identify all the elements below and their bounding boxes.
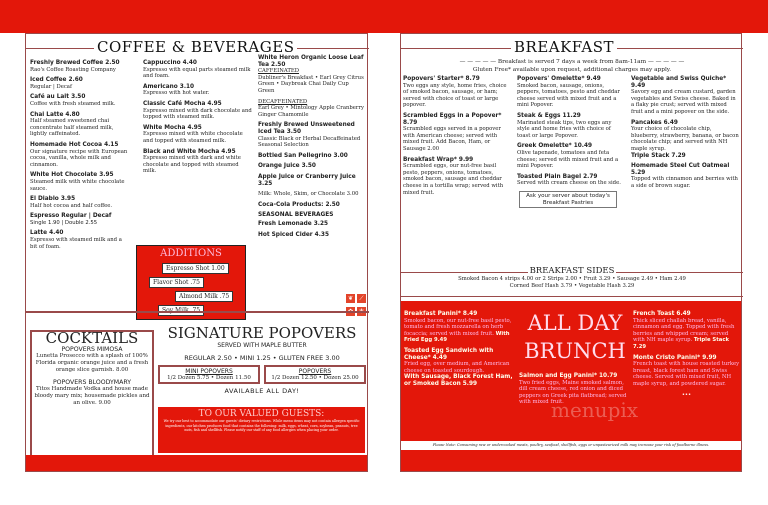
item-desc: Thick sliced challah bread, vanilla, cinnamon and egg. Topped with fresh berries and whipped cream; served with NH maple syrup. xyxy=(633,317,735,344)
popovers-title: SIGNATURE POPOVERS xyxy=(167,324,357,342)
item-desc: Regular | Decaf xyxy=(30,83,72,90)
item-desc: Marinated steak tips, two eggs any style and home fries with choice of toast or large Popover. xyxy=(517,119,612,139)
item-desc: Rao's Coffee Roasting Company xyxy=(30,66,116,73)
item-desc: Espresso mixed with dark chocolate and topped with steamed milk. xyxy=(143,107,252,121)
menu-item xyxy=(403,157,510,197)
item-desc: Single 1.90 | Double 2.55 xyxy=(30,219,98,226)
lemon-icon: ⟋ xyxy=(357,294,366,303)
mini-popovers-box xyxy=(158,365,260,384)
cocktail-desc: Lunetta Prosecco with a splash of 100% Florida organic orange juice and a fresh orange slice garnish. 8.00 xyxy=(35,353,149,373)
cocktails-box xyxy=(30,330,154,457)
item-desc: Smoked bacon, sausage, onions, peppers, tomatoes, pesto and cheddar cheese served with mixed fruit and a mini Popover. xyxy=(517,82,620,109)
pastries-box: Ask your server about today's Breakfast Pastries xyxy=(519,191,617,208)
brunch-section xyxy=(401,301,741,441)
item-name: Breakfast Wrap* 9.99 xyxy=(403,156,474,163)
brunch-col-3 xyxy=(633,311,740,398)
breakfast-hours: — — — — — Breakfast is served 7 days a week from 8am-11am — — — — — xyxy=(459,59,685,65)
item-name: Black and White Mocha 4.95 xyxy=(143,148,236,155)
item-name: Greek Omelette* 10.49 xyxy=(517,143,593,150)
menu-item xyxy=(517,76,622,109)
caffeinated-label: CAFFEINATED xyxy=(258,68,300,75)
popovers-box-title: POPOVERS xyxy=(298,368,332,375)
menu-item xyxy=(517,143,622,169)
menu-item xyxy=(30,77,130,90)
menu-item xyxy=(517,113,622,139)
item-desc: Your choice of chocolate chip, blueberry, strawberry, banana, or bacon chocolate chip; and served with NH maple syrup. xyxy=(631,126,739,152)
coca-cola: Coca-Cola Products: 2.50 xyxy=(258,201,340,208)
brunch-title xyxy=(519,309,631,365)
popovers-prices: REGULAR 2.50 • MINI 1.25 • GLUTEN FREE 3.00 xyxy=(184,354,340,362)
menu-item xyxy=(30,112,130,138)
seasonal-icons xyxy=(346,294,366,303)
item-extra: With Sausage, Black Forest Ham, or Smoked Bacon 5.99 xyxy=(404,374,513,387)
menu-item xyxy=(30,142,130,168)
menu-item xyxy=(30,60,130,73)
menu-item xyxy=(633,355,740,388)
additions-box xyxy=(136,245,246,320)
item-name: Cappuccino 4.40 xyxy=(143,60,197,66)
item-desc: Smoked bacon, our nut-free basil pesto, tomato and fresh mozzarella on herb focaccia; served with mixed fruit. xyxy=(404,317,512,337)
bottom-red-band xyxy=(26,455,367,471)
item-desc: Espresso mixed with white chocolate and topped with steamed milk. xyxy=(143,131,243,144)
item-desc: Espresso mixed with dark and white chocolate and topped with steamed milk. xyxy=(143,155,241,175)
coffee-col-2 xyxy=(143,60,253,179)
sides-title: BREAKFAST SIDES xyxy=(529,266,615,276)
item-name: Toasted Egg Sandwich with Cheese* 4.49 xyxy=(404,347,494,361)
cider: Hot Spiced Cider 4.35 xyxy=(258,232,329,239)
pellegrino: Bottled San Pellegrino 3.00 xyxy=(258,152,348,159)
item-name: Salmon and Egg Panini* 10.79 xyxy=(519,373,618,379)
item-desc: Topped with cinnamon and berries with a side of brown sugar. xyxy=(631,176,738,189)
divider xyxy=(401,296,743,297)
divider xyxy=(26,311,369,313)
popovers-subtitle: SERVED WITH MAPLE BUTTER xyxy=(217,342,307,349)
gluten-free-note: Gluten Free* available upon request, additional charges may apply. xyxy=(472,66,672,73)
menu-item xyxy=(30,230,130,250)
menu-item xyxy=(403,113,510,153)
item-extra: Triple Stack 7.29 xyxy=(631,152,686,159)
item-name: Scrambled Eggs in a Popover* 8.79 xyxy=(403,112,502,126)
item-desc: Espresso with hot water. xyxy=(143,90,210,97)
item-desc: Espresso with steamed milk and a bit of foam. xyxy=(30,237,122,250)
item-desc: Scrambled eggs, our nut-free basil pesto, peppers, onions, tomatoes, smoked bacon, sausage and cheddar cheese in a tortilla wrap; served with mixed fruit. xyxy=(403,163,504,196)
menu-item xyxy=(517,174,622,187)
item-desc: Half steamed sweetened chai concentrate half steamed milk, lightly caffeinated. xyxy=(30,118,114,138)
cocktails-title: COCKTAILS xyxy=(45,329,139,347)
apple-juice: Apple Juice or Cranberry Juice 3.25 xyxy=(258,173,356,187)
item-name: White Hot Chocolate 3.95 xyxy=(30,172,114,179)
cocktail-desc: Titos Handmade Vodka and house made bloody mary mix; housemade pickles and an olive. 9.00 xyxy=(34,386,150,406)
menu-item xyxy=(30,196,130,209)
breakfast-page xyxy=(400,33,742,472)
item-desc: French toast with house roasted turkey breast, black forest ham and Swiss cheese. Served with mixed fruit, NH maple syrup, and powdered sugar. xyxy=(633,361,740,387)
decaf-list: Earl Grey • Mintology Apple Cranberry Ginger Chamomile xyxy=(258,105,364,118)
item-name: El Diablo 3.95 xyxy=(30,196,76,203)
item-desc: Two eggs any style, home fries, choice of smoked bacon, sausage, or ham; served with choice of toast or large popover. xyxy=(403,82,507,109)
breakfast-col-1 xyxy=(403,76,510,200)
foodborne-warning: Please Note: Consuming raw or undercooked meats, poultry, seafood, shellfish, eggs or unpasteurized milk may increase your risk of foodborne illness. xyxy=(401,441,741,450)
bottom-red-band xyxy=(401,450,741,471)
item-desc: Served with cream cheese on the side. xyxy=(517,180,621,187)
cocktail-name: POPOVERS MIMOSA xyxy=(61,346,123,353)
tea-name: White Heron Organic Loose Leaf Tea 2.50 xyxy=(258,55,364,68)
item-name: Steak & Eggs 11.29 xyxy=(517,112,581,119)
item-extra: Triple Stack 7.29 xyxy=(633,337,729,350)
item-desc: Olive tapenade, tomatoes and feta cheese; served with mixed fruit and a mini Popover. xyxy=(517,149,619,170)
brunch-title-1: ALL DAY xyxy=(527,311,623,335)
item-desc: Fried egg, over medium, and American cheese on toasted sourdough. xyxy=(404,361,510,374)
item-extra: With Fried Egg 9.49 xyxy=(404,330,510,344)
item-name: Homemade Hot Cocoa 4.15 xyxy=(30,141,119,148)
menu-item xyxy=(404,311,514,344)
watermark: menupix xyxy=(551,398,639,422)
coffee-col-1 xyxy=(30,60,130,254)
item-name: Vegetable and Swiss Quiche* 9.49 xyxy=(631,76,727,89)
milk: Milk: Whole, Skim, or Chocolate 3.00 xyxy=(258,191,359,198)
menu-item xyxy=(631,76,739,116)
item-name: Americano 3.10 xyxy=(143,83,195,90)
item-name: Classic Café Mocha 4.95 xyxy=(143,100,222,107)
menu-item xyxy=(143,101,253,121)
brunch-title-2: BRUNCH xyxy=(524,339,626,363)
item-desc: Steamed milk with white chocolate sauce. xyxy=(30,178,125,192)
menu-item xyxy=(404,348,514,388)
menu-item xyxy=(143,149,253,175)
item-name: Breakfast Panini* 8.49 xyxy=(404,311,478,317)
item-name: Espresso Regular | Decaf xyxy=(30,213,112,220)
item-name: Monte Cristo Panini* 9.99 xyxy=(633,354,717,361)
hours-text: Breakfast is served 7 days a week from 8am-11am xyxy=(497,59,647,65)
item-name: Homemade Steel Cut Oatmeal 5.29 xyxy=(631,163,730,176)
additions-title: ADDITIONS xyxy=(160,248,222,259)
item-name: Freshly Brewed Coffee 2.50 xyxy=(30,60,120,66)
item-name: Iced Coffee 2.60 xyxy=(30,77,83,84)
coffee-title: COFFEE & BEVERAGES xyxy=(94,38,297,56)
lemonade: Fresh Lemonade 3.25 xyxy=(258,220,329,227)
item-name: French Toast 6.49 xyxy=(633,311,691,317)
item-desc: Savory egg and cream custard, garden vegetables and Swiss cheese. Baked in a flaky pie crust; served with mixed fruit and a mini popover on the side. xyxy=(631,89,736,115)
item-name: Café au Lait 3.50 xyxy=(30,94,86,101)
leaf-icon: ❦ xyxy=(347,295,354,302)
orange-juice: Orange Juice 3.50 xyxy=(258,163,316,170)
item-name: Chai Latte 4.80 xyxy=(30,111,80,118)
menu-item xyxy=(30,172,130,192)
breakfast-sides xyxy=(401,267,743,290)
item-desc: Two fried eggs, Maine smoked salmon, dill cream cheese, red onion and diced peppers on Greek pita flatbread; served with mixed fruit. xyxy=(519,379,627,406)
addition-item: Flavor Shot .75 xyxy=(149,277,204,288)
item-name: Pancakes 6.49 xyxy=(631,119,678,126)
mini-title: MINI POPOVERS xyxy=(185,368,233,375)
item-name: Latte 4.40 xyxy=(30,230,64,237)
item-name: White Mocha 4.95 xyxy=(143,124,202,131)
menu-item xyxy=(631,163,739,189)
brunch-col-1 xyxy=(404,311,514,392)
menu-item xyxy=(30,213,130,226)
addition-item: Almond Milk .75 xyxy=(175,291,233,302)
breakfast-title: BREAKFAST xyxy=(511,38,617,56)
breakfast-col-2 xyxy=(517,76,622,208)
popovers-box xyxy=(264,365,366,384)
iced-tea-desc: Classic Black or Herbal Decaffeinated Seasonal Selection xyxy=(258,135,361,149)
item-name: Toasted Plain Bagel 2.79 xyxy=(517,173,598,180)
menu-item xyxy=(143,84,253,97)
available-all-day: AVAILABLE ALL DAY! xyxy=(224,387,300,395)
guests-title: TO OUR VALUED GUESTS: xyxy=(198,409,325,419)
dots: ••• xyxy=(681,391,692,398)
decaf-label: DECAFFEINATED xyxy=(258,98,308,105)
popovers-box-prices: 1/2 Dozen 12.50 • Dozen 25.00 xyxy=(271,375,359,381)
mini-prices: 1/2 Dozen 5.75 • Dozen 11.50 xyxy=(167,375,251,381)
iced-tea: Freshly Brewed Unsweetened Iced Tea 3.50 xyxy=(258,122,355,135)
allergy-notice xyxy=(158,407,365,453)
item-desc: Coffee with fresh steamed milk. xyxy=(30,100,116,107)
coffee-col-3 xyxy=(258,55,366,239)
breakfast-notes xyxy=(401,59,743,74)
item-name: Popovers' Omelette* 9.49 xyxy=(517,76,601,82)
top-red-band xyxy=(0,0,768,33)
item-desc: Espresso with equal parts steamed milk and foam. xyxy=(143,66,251,80)
caffeinated-list: Dubliner's Breakfast • Earl Grey Citrus Green • Daybreak Chai Daily Cup Green xyxy=(258,74,364,94)
breakfast-col-3 xyxy=(631,76,739,194)
menu-item xyxy=(631,120,739,160)
popovers-section xyxy=(158,324,366,395)
sides-line-1: Smoked Bacon 4 strips 4.00 or 2 Strips 2.00 • Fruit 3.29 • Sausage 2.49 • Ham 2.49 xyxy=(458,276,686,282)
cocktail-name: POPOVERS BLOODYMARY xyxy=(52,379,132,386)
menu-item xyxy=(403,76,510,109)
item-name: Popovers' Starter* 8.79 xyxy=(403,76,480,82)
menu-item xyxy=(30,94,130,107)
menu-item xyxy=(143,125,253,145)
sides-line-2: Corned Beef Hash 3.79 • Vegetable Hash 3.29 xyxy=(509,283,635,289)
item-desc: Our signature recipe with European cocoa, vanilla, whole milk and cinnamon. xyxy=(30,148,128,168)
menu-item xyxy=(143,60,253,80)
item-desc: Scrambled eggs served in a popover with American cheese; served with mixed fruit. Add Bacon, Ham, or Sausage 2.00 xyxy=(403,126,501,152)
seasonal-title: SEASONAL BEVERAGES xyxy=(258,212,334,219)
item-desc: Half hot cocoa and half coffee. xyxy=(30,202,113,209)
menu-item xyxy=(633,311,740,351)
guests-text: We try our best to accommodate our guests' dietary restrictions. While menu items may not contain allergen specific ingredients, our kitchen produces food that contains the following: milk, eggs, wheat, corn, soybean, peanuts, tree nuts, fish and shellfish. Please notify our staff of any food allergies when placing your order. xyxy=(163,419,360,433)
addition-item: Espresso Shot 1.00 xyxy=(162,263,229,274)
